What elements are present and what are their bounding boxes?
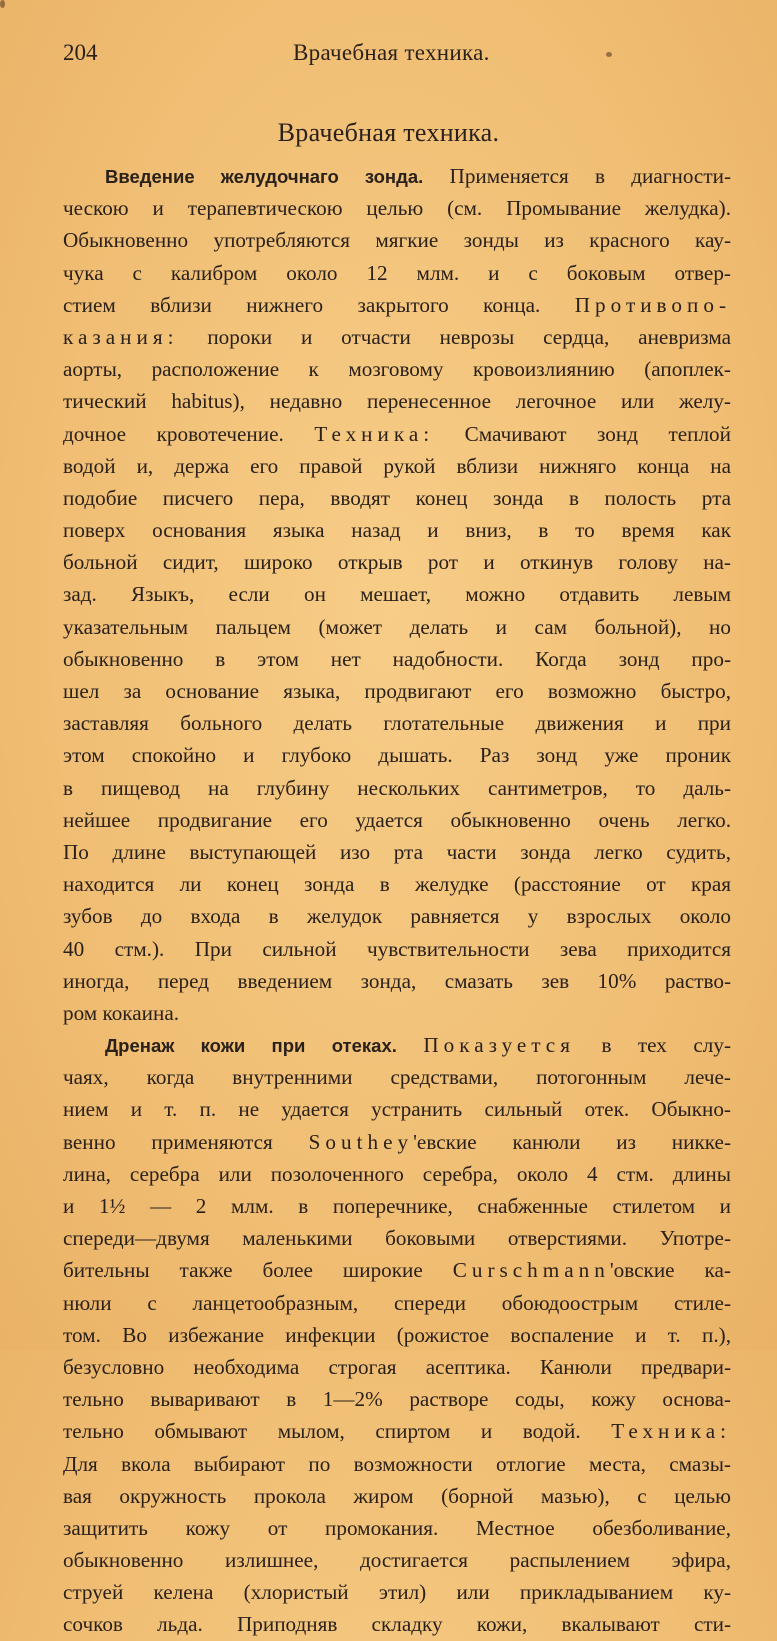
text-run: указательным пальцем (может делать и сам больной), но	[63, 614, 731, 639]
spaced-term: Curschmann	[452, 1258, 610, 1283]
text-line	[63, 289, 731, 321]
text-line	[63, 675, 731, 707]
text-run: нием и т. п. не удается устранить сильный отек. Обыкно-	[63, 1097, 731, 1122]
text-run: струей келена (хлористый этил) или прикладыванием ку-	[63, 1580, 731, 1605]
text-line	[63, 739, 731, 771]
text-run: По длине выступающей изо рта части зонда легко судить,	[63, 839, 731, 864]
text-run: в тех слу-	[574, 1033, 731, 1058]
ink-speck	[0, 0, 5, 8]
text-line	[63, 900, 731, 932]
text-run: Применяется в диагности-	[423, 164, 731, 188]
text-line	[63, 1319, 731, 1351]
page-number: 204	[63, 40, 98, 65]
text-run	[397, 1033, 423, 1057]
text-line	[63, 1608, 731, 1640]
text-line	[63, 1576, 731, 1608]
text-line	[63, 1093, 731, 1125]
text-run: тический habitus), недавно перенесенное легочное или желу-	[63, 389, 731, 414]
text-line	[63, 1448, 731, 1480]
section-title: Врачебная техника.	[277, 118, 500, 147]
text-run: зубов до входа в желудок равняется у взрослых около	[63, 904, 731, 929]
text-run: защитить кожу от промокания. Местное обезболивание,	[63, 1515, 731, 1540]
text-run: водой и, держа его правой рукой вблизи нижняго конца на	[63, 453, 731, 478]
text-line	[63, 1190, 731, 1222]
text-run: шел за основание языка, продвигают его возможно быстро,	[63, 679, 731, 703]
text-line	[63, 997, 731, 1029]
text-run: тельно вываривают в 1—2% растворе соды, кожу основа-	[63, 1387, 731, 1412]
text-run: подобие писчего пера, вводят конец зонда в полость рта	[63, 485, 731, 510]
text-line	[63, 192, 731, 224]
text-line	[63, 1287, 731, 1319]
body-text	[63, 160, 731, 1641]
text-run: этом спокойно и глубоко дышать. Раз зонд уже проник	[63, 743, 731, 768]
text-run: венно применяются	[63, 1129, 309, 1154]
text-line	[63, 578, 731, 610]
text-run: Обыкновенно употребляются мягкие зонды из красного кау-	[63, 228, 731, 253]
text-run: 'овские ка-	[609, 1258, 731, 1283]
text-line	[63, 1029, 731, 1061]
text-line	[63, 1512, 731, 1544]
text-run: ром кокаина.	[63, 1000, 180, 1025]
text-line	[63, 482, 731, 514]
text-run: Для вкола выбирают по возможности отлогие места, смазы-	[63, 1451, 731, 1476]
paragraph-heading: Введение желудочнаго зонда.	[105, 166, 424, 187]
text-run: обыкновенно в этом нет надобности. Когда зонд про-	[63, 646, 731, 671]
text-line	[63, 643, 731, 675]
spaced-term: Техника:	[314, 421, 435, 446]
text-line	[63, 1126, 731, 1158]
text-run: 'евские канюли из никке-	[413, 1129, 731, 1154]
text-line	[63, 1158, 731, 1190]
text-run: иногда, перед введением зонда, смазать зев 10% раство-	[63, 968, 731, 993]
text-run: находится ли конец зонда в желудке (расстояние от края	[63, 872, 731, 897]
text-run: в пищевод на глубину нескольких сантиметров, то даль-	[63, 775, 731, 800]
text-line	[63, 546, 731, 578]
text-run: чаях, когда внутренними средствами, потогонным лече-	[63, 1065, 731, 1090]
text-line	[63, 933, 731, 965]
text-run: бительны также более широкие	[63, 1258, 453, 1283]
text-line	[63, 1480, 731, 1512]
text-line	[63, 611, 731, 643]
text-line	[63, 321, 731, 353]
text-run: сочков льда. Приподняв складку кожи, вкалывают сти-	[63, 1612, 731, 1637]
text-line	[63, 836, 731, 868]
text-line	[63, 418, 731, 450]
text-run: обыкновенно излишнее, достигается распылением эфира,	[63, 1548, 731, 1573]
text-line	[63, 514, 731, 546]
spaced-term: Техника:	[611, 1419, 731, 1444]
text-line	[63, 257, 731, 289]
paragraph-heading: Дренаж кожи при отеках.	[105, 1035, 397, 1057]
text-run: пороки и отчасти неврозы сердца, аневризма	[178, 324, 731, 349]
text-run: Смачивают зонд теплой	[434, 421, 731, 446]
text-line	[63, 965, 731, 997]
text-line	[63, 1544, 731, 1576]
text-run: зад. Языкъ, если он мешает, можно отдавить левым	[63, 582, 731, 607]
text-run: и 1½ — 2 млм. в поперечнике, снабженные стилетом и	[63, 1194, 731, 1218]
text-line	[63, 1222, 731, 1254]
text-run: нюли с ланцетообразным, спереди обоюдоострым стиле-	[63, 1290, 731, 1315]
text-line	[63, 160, 731, 192]
text-line	[63, 707, 731, 739]
text-run: тельно обмывают мылом, спиртом и водой.	[63, 1419, 612, 1444]
text-run: дочное кровотечение.	[63, 421, 315, 446]
text-run: поверх основания языка назад и вниз, в то время как	[63, 518, 731, 543]
text-line	[63, 1415, 731, 1447]
text-line	[63, 868, 731, 900]
text-run: спереди—двумя маленькими боковыми отверстиями. Употре-	[63, 1226, 731, 1251]
text-line	[63, 804, 731, 836]
running-title: Врачебная техника.	[293, 40, 490, 65]
text-run: ческою и терапевтическою целью (см. Промывание желудка).	[63, 196, 731, 221]
text-run: больной сидит, широко открыв рот и откинув голову на-	[63, 550, 731, 575]
text-run: 40 стм.). При сильной чувствительности зева приходится	[63, 936, 731, 961]
text-line	[63, 353, 731, 385]
text-run: заставляя больного делать глотательные движения и при	[63, 711, 731, 736]
ink-speck	[606, 52, 612, 57]
running-head	[63, 40, 737, 74]
text-run: аорты, расположение к мозговому кровоизлиянию (апоплек-	[63, 357, 731, 382]
text-line	[63, 1061, 731, 1093]
text-run: нейшее продвигание его удается обыкновенно очень легко.	[63, 807, 731, 832]
text-run: безусловно необходима строгая асептика. Канюли предвари-	[63, 1354, 731, 1379]
text-line	[63, 772, 731, 804]
spaced-term: Показуется	[423, 1033, 575, 1058]
text-run: вая окружность прокола жиром (борной мазью), с целью	[63, 1483, 731, 1508]
text-line	[63, 385, 731, 417]
text-run: стием вблизи нижнего закрытого конца.	[63, 292, 575, 317]
spaced-term: казания:	[63, 324, 179, 349]
spaced-term: Противопо-	[574, 292, 731, 317]
text-run: том. Во избежание инфекции (рожистое воспаление и т. п.),	[63, 1322, 731, 1347]
text-run: лина, серебра или позолоченного серебра, около 4 стм. длины	[63, 1161, 731, 1186]
text-run: чука с калибром около 12 млм. и с боковым отвер-	[63, 260, 731, 285]
text-line	[63, 450, 731, 482]
text-line	[63, 1383, 731, 1415]
text-line	[63, 1351, 731, 1383]
text-line	[63, 224, 731, 256]
text-line	[63, 1254, 731, 1286]
spaced-term: Southey	[308, 1129, 414, 1154]
